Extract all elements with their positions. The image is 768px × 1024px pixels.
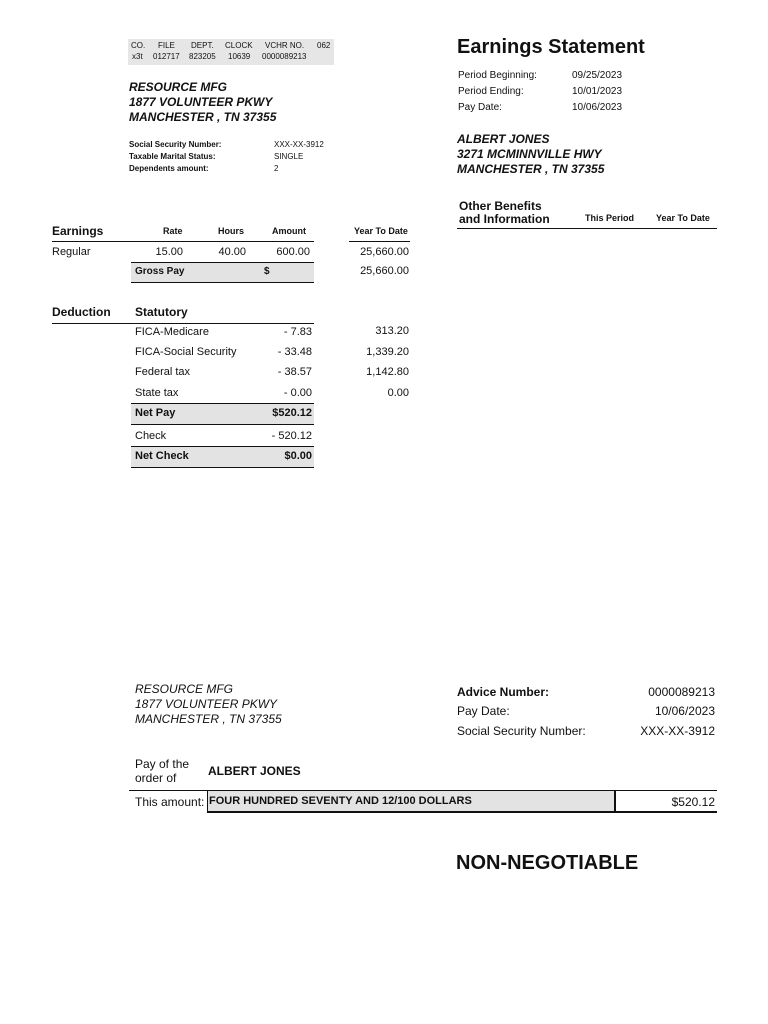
company-address xyxy=(129,80,276,125)
net-pay-label: Net Pay xyxy=(135,407,176,419)
dependents-value: 2 xyxy=(274,164,279,173)
deduction-item-label: FICA-Social Security xyxy=(135,346,237,358)
code-label-vchr: VCHR NO. xyxy=(265,41,305,50)
deduction-item-amount: - 38.57 xyxy=(277,366,312,378)
check-pay-date-value: 10/06/2023 xyxy=(654,704,715,718)
payee-name: ALBERT JONES xyxy=(208,764,301,778)
pay-date-label: Pay Date: xyxy=(458,102,502,113)
code-label-062: 062 xyxy=(317,41,331,50)
period-beginning-value: 09/25/2023 xyxy=(572,70,623,81)
earnings-col-rate: Rate xyxy=(163,226,183,236)
deduction-item-label: State tax xyxy=(135,387,179,399)
pay-to-order-label xyxy=(135,757,189,785)
deduction-title: Deduction xyxy=(52,305,111,319)
check-company-city: MANCHESTER , TN 37355 xyxy=(135,712,282,726)
advice-number-label: Advice Number: xyxy=(457,685,550,699)
amount-value: $520.12 xyxy=(671,795,715,809)
deduction-item-ytd: 1,339.20 xyxy=(366,346,409,358)
net-check-label: Net Check xyxy=(135,450,189,462)
other-benefits-line2: and Information xyxy=(459,212,550,226)
gross-pay-ytd: 25,660.00 xyxy=(360,265,409,277)
other-benefits-ytd: Year To Date xyxy=(656,213,710,223)
deduction-item-label: Federal tax xyxy=(135,366,191,378)
code-label-clock: CLOCK xyxy=(225,41,253,50)
check-ssn-label: Social Security Number: xyxy=(457,724,586,738)
code-value-co: x3t xyxy=(132,52,143,61)
company-name: RESOURCE MFG xyxy=(129,80,228,94)
other-benefits-this-period: This Period xyxy=(585,213,635,223)
ssn-label: Social Security Number: xyxy=(129,140,222,149)
code-value-vchr: 0000089213 xyxy=(262,52,307,61)
code-label-dept: DEPT. xyxy=(191,41,214,50)
deduction-subtitle: Statutory xyxy=(135,305,188,319)
earnings-col-amount: Amount xyxy=(272,226,306,236)
pay-to-line1: Pay of the xyxy=(135,757,190,771)
check-ssn-value: XXX-XX-3912 xyxy=(640,724,715,738)
other-benefits-divider xyxy=(457,228,717,229)
earnings-title: Earnings xyxy=(52,224,104,238)
code-value-file: 012717 xyxy=(153,52,180,61)
deduction-item-ytd: 313.20 xyxy=(375,325,409,337)
gross-pay-currency: $ xyxy=(264,266,270,277)
earnings-regular-hours: 40.00 xyxy=(218,246,246,258)
check-company-name: RESOURCE MFG xyxy=(135,682,234,696)
net-pay-amount: $520.12 xyxy=(272,407,312,419)
employee-name: ALBERT JONES xyxy=(457,132,550,146)
earnings-ytd-divider xyxy=(349,241,410,242)
amount-row-bottom-line xyxy=(207,811,717,813)
earnings-regular-ytd: 25,660.00 xyxy=(360,246,409,258)
page-title: Earnings Statement xyxy=(457,36,645,58)
other-benefits-title xyxy=(459,200,550,226)
deduction-item-amount: - 0.00 xyxy=(283,387,312,399)
check-company-street: 1877 VOLUNTEER PKWY xyxy=(135,697,278,711)
pay-date-value: 10/06/2023 xyxy=(572,102,623,113)
check-company-address xyxy=(135,682,282,727)
marital-status-label: Taxable Marital Status: xyxy=(129,152,216,161)
period-ending-value: 10/01/2023 xyxy=(572,86,623,97)
code-value-clock: 10639 xyxy=(228,52,251,61)
earnings-regular-amount: 600.00 xyxy=(276,246,310,258)
net-check-amount: $0.00 xyxy=(284,450,312,462)
amount-words: FOUR HUNDRED SEVENTY AND 12/100 DOLLARS xyxy=(209,795,472,807)
check-label: Check xyxy=(135,430,167,442)
advice-number-value: 0000089213 xyxy=(648,685,715,699)
ssn-value: XXX-XX-3912 xyxy=(274,140,324,149)
employee-address xyxy=(457,132,604,177)
deduction-item-label: FICA-Medicare xyxy=(135,326,209,338)
earnings-col-hours: Hours xyxy=(218,226,245,236)
code-label-co: CO. xyxy=(131,41,146,50)
deduction-item-amount: - 33.48 xyxy=(277,346,312,358)
period-beginning-label: Period Beginning: xyxy=(458,70,537,81)
deduction-divider xyxy=(52,323,314,324)
employee-city: MANCHESTER , TN 37355 xyxy=(457,162,605,176)
deduction-item-ytd: 0.00 xyxy=(387,387,409,399)
deduction-item-ytd: 1,142.80 xyxy=(366,366,409,378)
dependents-label: Dependents amount: xyxy=(129,164,209,173)
pay-to-line2: order of xyxy=(135,771,177,785)
period-ending-label: Period Ending: xyxy=(458,86,524,97)
company-street: 1877 VOLUNTEER PKWY xyxy=(129,95,273,109)
marital-status-value: SINGLE xyxy=(274,152,304,161)
other-benefits-line1: Other Benefits xyxy=(459,199,542,213)
check-amount: - 520.12 xyxy=(271,430,312,442)
earnings-col-ytd: Year To Date xyxy=(354,226,408,236)
check-pay-date-label: Pay Date: xyxy=(457,704,510,718)
code-label-file: FILE xyxy=(158,41,175,50)
earnings-regular-label: Regular xyxy=(52,246,91,258)
gross-pay-label: Gross Pay xyxy=(135,266,185,277)
company-code-box xyxy=(128,39,334,65)
earnings-divider xyxy=(52,241,314,242)
code-value-dept: 823205 xyxy=(189,52,216,61)
amount-label: This amount: xyxy=(135,795,205,809)
company-city: MANCHESTER , TN 37355 xyxy=(129,110,277,124)
employee-street: 3271 MCMINNVILLE HWY xyxy=(457,147,602,161)
earnings-regular-rate: 15.00 xyxy=(155,246,183,258)
non-negotiable-label: NON-NEGOTIABLE xyxy=(456,852,639,874)
deduction-item-amount: - 7.83 xyxy=(283,326,312,338)
